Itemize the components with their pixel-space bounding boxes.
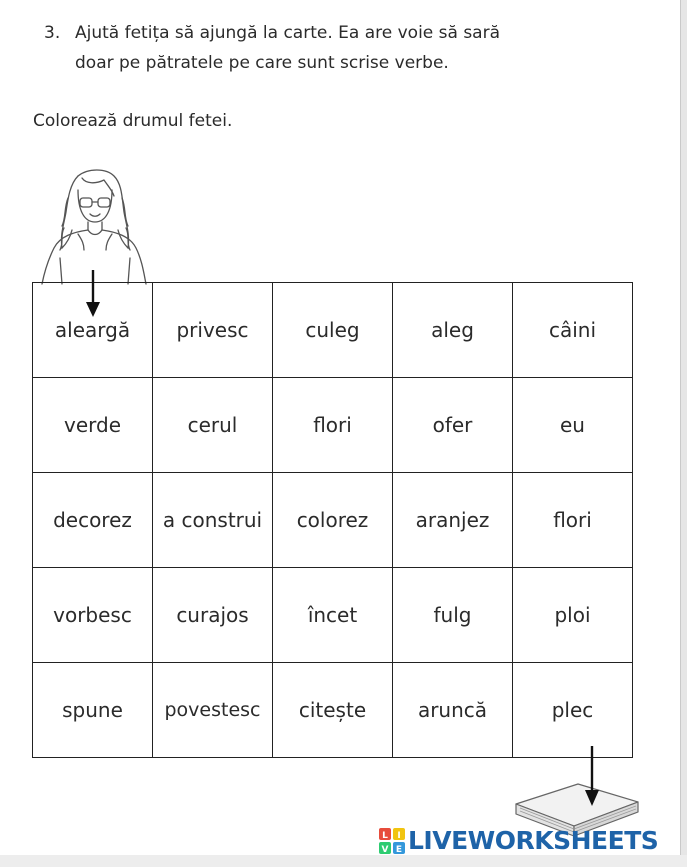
grid-cell[interactable]: câini <box>513 283 633 378</box>
grid-cell[interactable]: privesc <box>153 283 273 378</box>
grid-cell[interactable]: colorez <box>273 473 393 568</box>
verb-grid <box>32 282 633 758</box>
grid-row <box>33 473 633 568</box>
arrow-down-icon <box>584 746 600 808</box>
grid-cell[interactable]: ploi <box>513 568 633 663</box>
grid-cell[interactable]: flori <box>273 378 393 473</box>
task-line-1: Ajută fetița să ajungă la carte. Ea are voie să sară <box>75 23 501 43</box>
task-text <box>75 18 635 78</box>
grid-cell[interactable]: ofer <box>393 378 513 473</box>
grid-cell[interactable]: culeg <box>273 283 393 378</box>
grid-cell[interactable]: fulg <box>393 568 513 663</box>
grid-row <box>33 663 633 758</box>
svg-text:L: L <box>382 831 388 841</box>
grid-cell[interactable]: încet <box>273 568 393 663</box>
liveworksheets-logo-icon <box>379 828 405 854</box>
grid-cell[interactable]: eu <box>513 378 633 473</box>
grid-cell[interactable]: a construi <box>153 473 273 568</box>
grid-row <box>33 378 633 473</box>
liveworksheets-logo[interactable] <box>379 826 658 856</box>
grid-cell[interactable]: povestesc <box>153 663 273 758</box>
grid-cell[interactable]: aleg <box>393 283 513 378</box>
task-line-2: doar pe pătratele pe care sunt scrise verbe. <box>75 53 449 73</box>
arrow-down-icon <box>85 270 101 318</box>
grid-cell[interactable]: verde <box>33 378 153 473</box>
grid-cell[interactable]: spune <box>33 663 153 758</box>
task-number: 3. <box>44 23 61 43</box>
svg-text:E: E <box>395 845 403 854</box>
svg-text:V: V <box>381 845 389 854</box>
grid-row <box>33 283 633 378</box>
grid-cell[interactable]: cerul <box>153 378 273 473</box>
grid-cell[interactable]: plec <box>513 663 633 758</box>
grid-cell[interactable]: aranjez <box>393 473 513 568</box>
page-edge-bottom <box>0 855 687 867</box>
logo-text: LIVEWORKSHEETS <box>408 826 659 855</box>
grid-cell[interactable]: curajos <box>153 568 273 663</box>
grid-cell[interactable]: aleargă <box>33 283 153 378</box>
grid-cell[interactable]: decorez <box>33 473 153 568</box>
instruction: Colorează drumul fetei. <box>33 111 233 131</box>
grid-cell[interactable]: citește <box>273 663 393 758</box>
svg-text:I: I <box>397 831 401 841</box>
grid-cell[interactable]: aruncă <box>393 663 513 758</box>
page-edge-right <box>680 0 687 867</box>
girl-illustration <box>38 168 150 286</box>
grid-row <box>33 568 633 663</box>
grid-cell[interactable]: flori <box>513 473 633 568</box>
grid-cell[interactable]: vorbesc <box>33 568 153 663</box>
